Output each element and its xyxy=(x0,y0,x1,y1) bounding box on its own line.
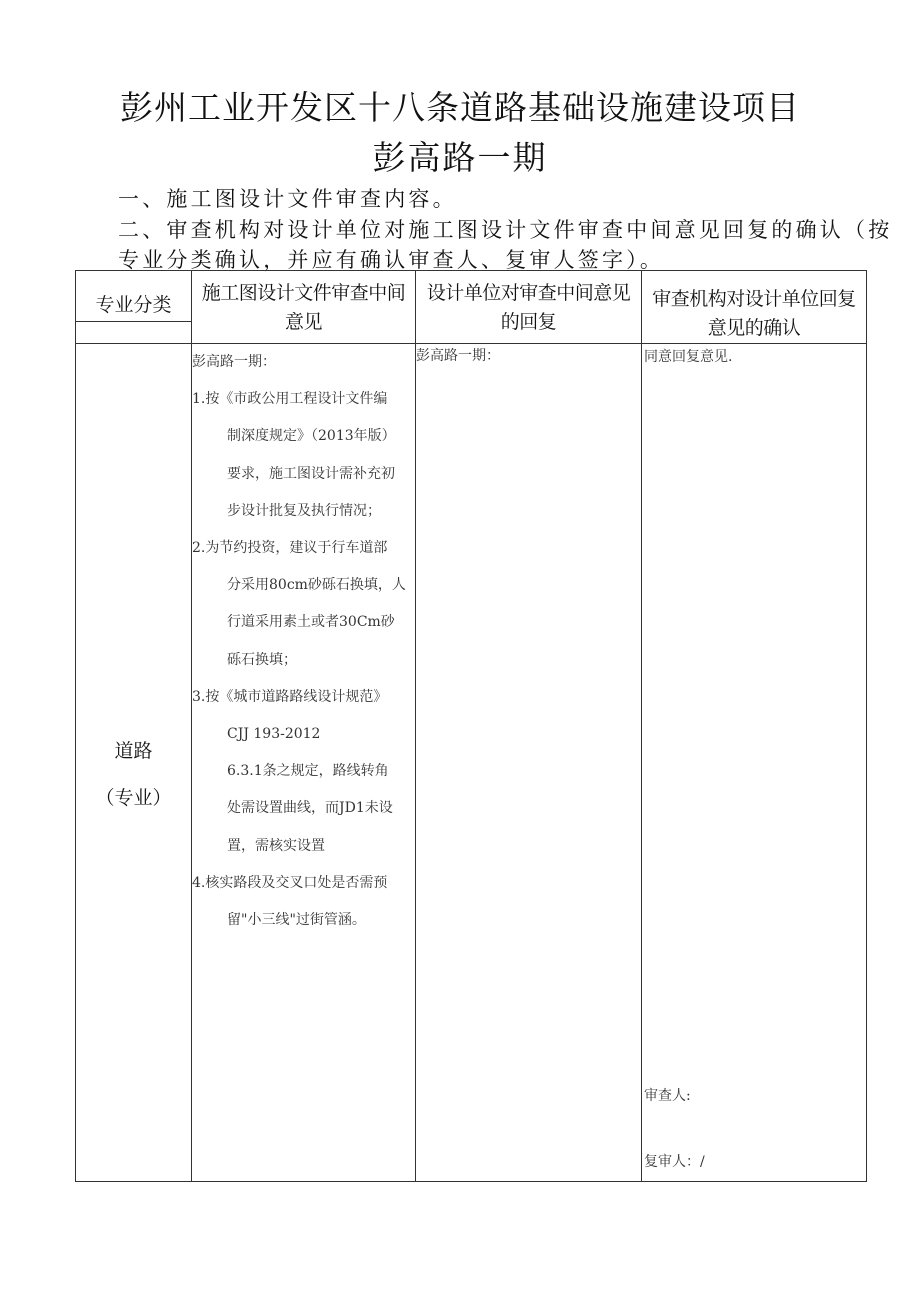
intro-item-1: 一、施工图设计文件审查内容。 xyxy=(118,187,457,211)
review-opinion-line: 置，需核实设置 xyxy=(227,837,325,854)
confirmation-body xyxy=(642,344,866,1181)
header-review-opinion-line1: 施工图设计文件审查中间 xyxy=(201,282,406,304)
table-header-row xyxy=(76,271,867,344)
header-confirmation-line2: 意见的确认 xyxy=(707,317,801,339)
review-opinion-list xyxy=(192,344,415,939)
table-row xyxy=(76,344,867,1182)
category-sub: （专业） xyxy=(95,786,172,809)
review-opinion-line: 2.为节约投资，建议于行车道部 xyxy=(192,540,388,557)
header-review-opinion xyxy=(192,271,416,344)
confirmation-cell xyxy=(642,344,867,1182)
intro-item-2-line2: 专业分类确认，并应有确认审查人、复审人签字）。 xyxy=(118,248,665,272)
review-opinion-line: 4.核实路段及交叉口处是否需预 xyxy=(192,874,388,891)
review-opinion-cell xyxy=(192,344,416,1182)
rechecker-signature-label: 复审人：/ xyxy=(644,1153,705,1170)
header-confirmation-line1: 审查机构对设计单位回复 xyxy=(652,288,856,310)
header-design-reply-line2: 的回复 xyxy=(500,311,557,333)
review-opinion-line: 步设计批复及执行情况； xyxy=(227,502,381,519)
review-opinion-line: 留"小三线"过街管涵。 xyxy=(227,912,366,929)
review-opinion-line: 3.按《城市道路路线设计规范》 xyxy=(192,688,388,705)
review-opinion-line: 制深度规定》（2013年版） xyxy=(227,428,396,445)
review-opinion-line: 要求，施工图设计需补充初 xyxy=(227,465,395,482)
header-design-reply-label xyxy=(416,271,641,337)
document-title-line2: 彭高路一期 xyxy=(372,138,548,177)
header-divider xyxy=(76,321,191,322)
header-confirmation xyxy=(642,271,867,344)
review-table xyxy=(75,270,867,1182)
review-opinion-line: 处需设置曲线，而JD1未设 xyxy=(227,800,393,817)
review-opinion-line: 分采用80cm砂砾石换填，人 xyxy=(227,577,406,594)
header-review-opinion-line2: 意见 xyxy=(284,311,322,333)
review-opinion-line: CJJ 193-2012 xyxy=(227,726,321,743)
intro-item-2-line1: 二、审查机构对设计单位对施工图设计文件审查中间意见回复的确认（按 xyxy=(118,218,893,242)
design-reply-cell xyxy=(416,344,642,1182)
review-opinion-line: 彭高路一期： xyxy=(192,354,276,370)
document-title-line1: 彭州工业开发区十八条道路基础设施建设项目 xyxy=(120,88,800,127)
header-category-label: 专业分类 xyxy=(95,294,172,316)
header-design-reply xyxy=(416,271,642,344)
category-name: 道路 xyxy=(114,739,153,762)
category-cell xyxy=(76,344,192,1182)
confirmation-text: 同意回复意见. xyxy=(644,349,733,365)
header-confirmation-label xyxy=(642,271,866,343)
review-opinion-line: 6.3.1条之规定，路线转角 xyxy=(227,763,389,780)
review-opinion-line: 砾石换填； xyxy=(227,651,297,668)
review-opinion-line: 行道采用素土或者30Cm砂 xyxy=(227,614,395,631)
review-opinion-line: 1.按《市政公用工程设计文件编 xyxy=(192,391,388,408)
design-reply-text: 彭高路一期： xyxy=(416,348,500,364)
header-review-opinion-label xyxy=(192,271,415,337)
reviewer-signature-label: 审查人: xyxy=(644,1087,691,1104)
header-design-reply-line1: 设计单位对审查中间意见 xyxy=(426,282,631,304)
header-category xyxy=(76,271,192,344)
